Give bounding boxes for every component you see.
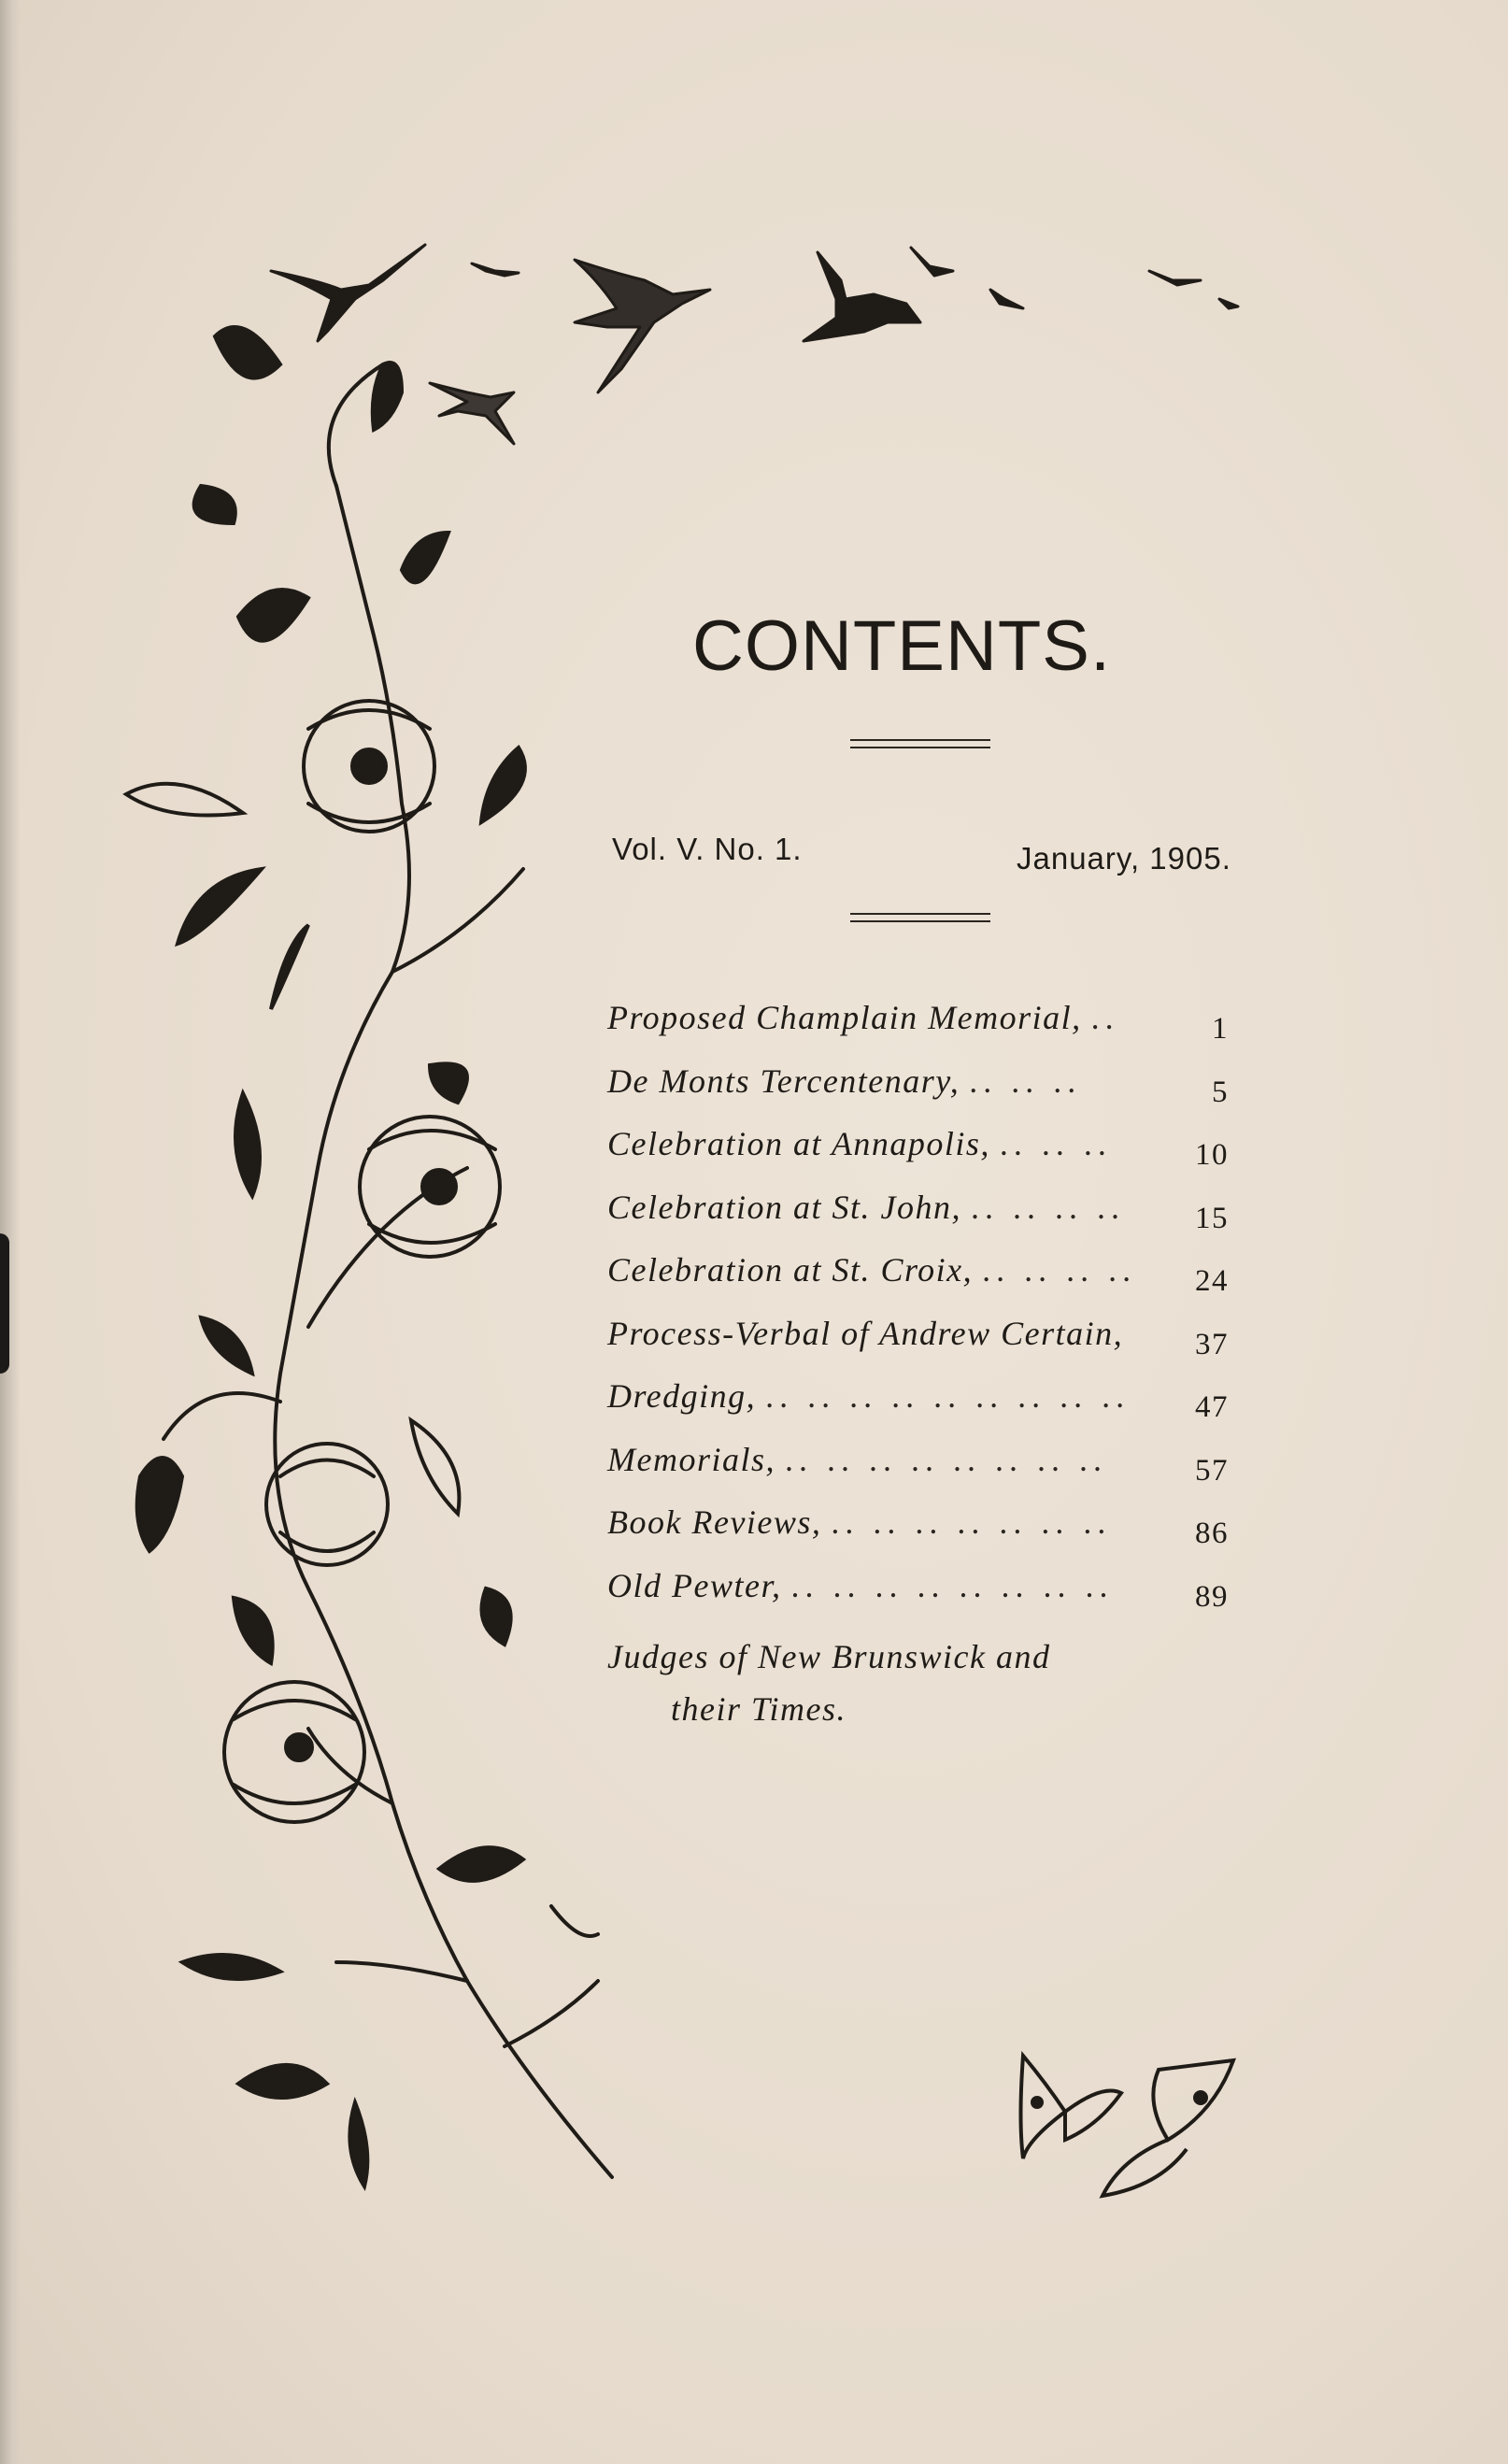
toc-entry-title: Proposed Champlain Memorial, <box>607 999 1082 1036</box>
toc-page-number: 1 <box>1212 1012 1229 1046</box>
butterfly-icon <box>1021 2056 1122 2158</box>
toc-entry-title: Memorials, <box>607 1440 775 1478</box>
bird-icon <box>804 252 920 341</box>
toc-leader-dots: .. <box>1090 999 1119 1036</box>
toc-entry-title: Celebration at Annapolis, <box>607 1125 990 1162</box>
toc-page-number: 47 <box>1195 1390 1229 1424</box>
bird-icon <box>430 383 514 444</box>
toc-entry <box>607 1566 1229 1630</box>
toc-page-number: 15 <box>1195 1201 1229 1235</box>
toc-entry-title: Dredging, <box>607 1377 757 1415</box>
toc-entry <box>607 1631 1229 1735</box>
toc-leader-dots: .. .. .. .. <box>970 1188 1125 1226</box>
bird-icon <box>472 263 519 276</box>
toc-page-number: 86 <box>1195 1517 1229 1550</box>
toc-entry <box>607 1188 1229 1251</box>
toc-entry <box>607 1314 1229 1377</box>
toc-page-number: 24 <box>1195 1264 1229 1298</box>
toc-page-number: 10 <box>1195 1138 1229 1172</box>
toc-leader-dots: .. .. .. .. .. .. .. <box>831 1503 1112 1541</box>
bird-icon <box>271 245 425 341</box>
toc-page-number: 89 <box>1195 1579 1229 1614</box>
toc-entry-title: Celebration at St. John, <box>607 1188 961 1226</box>
toc-entry-title: De Monts Tercentenary, <box>607 1061 960 1100</box>
butterfly-icon <box>1103 2060 1233 2196</box>
toc-leader-dots: .. .. .. .. .. .. .. .. <box>790 1566 1114 1604</box>
toc-leader-dots: .. .. .. <box>969 1061 1082 1100</box>
toc-entry-title-line1: Judges of New Brunswick and <box>607 1638 1051 1675</box>
volume-number: Vol. V. No. 1. <box>612 832 803 866</box>
toc-leader-dots: .. .. .. .. .. .. .. .. .. <box>765 1377 1131 1415</box>
toc-leader-dots: .. .. .. .. <box>982 1251 1137 1289</box>
toc-entry-title: Old Pewter, <box>607 1566 782 1604</box>
toc-entry <box>607 1124 1229 1188</box>
toc-entry <box>607 1061 1229 1125</box>
toc-leader-dots: .. .. .. .. .. .. .. .. <box>785 1440 1107 1478</box>
toc-entry <box>607 998 1229 1061</box>
toc-entry-title: Process-Verbal of Andrew Certain, <box>607 1314 1124 1352</box>
flower-vine-illustration <box>126 327 612 2186</box>
toc-page-number: 57 <box>1195 1453 1229 1488</box>
page-title: CONTENTS. <box>691 606 1112 686</box>
toc-leader-dots: .. .. .. <box>999 1125 1112 1162</box>
bird-icon <box>911 248 1238 308</box>
toc-page-number: 37 <box>1195 1327 1229 1361</box>
toc-entry <box>607 1503 1229 1566</box>
toc-entry-title: Celebration at St. Croix, <box>607 1251 974 1289</box>
toc-entry <box>607 1376 1229 1440</box>
double-rule-bottom <box>850 913 990 922</box>
issue-date: January, 1905. <box>1017 841 1231 876</box>
toc-entry-title: Book Reviews, <box>607 1503 822 1541</box>
double-rule-top <box>850 739 990 748</box>
toc-entry-title-line2: their Times. <box>671 1690 847 1728</box>
toc-entry <box>607 1440 1229 1503</box>
table-of-contents <box>607 998 1229 1735</box>
toc-entry <box>607 1250 1229 1314</box>
toc-page-number: 5 <box>1212 1075 1229 1109</box>
bird-icon <box>575 260 710 392</box>
